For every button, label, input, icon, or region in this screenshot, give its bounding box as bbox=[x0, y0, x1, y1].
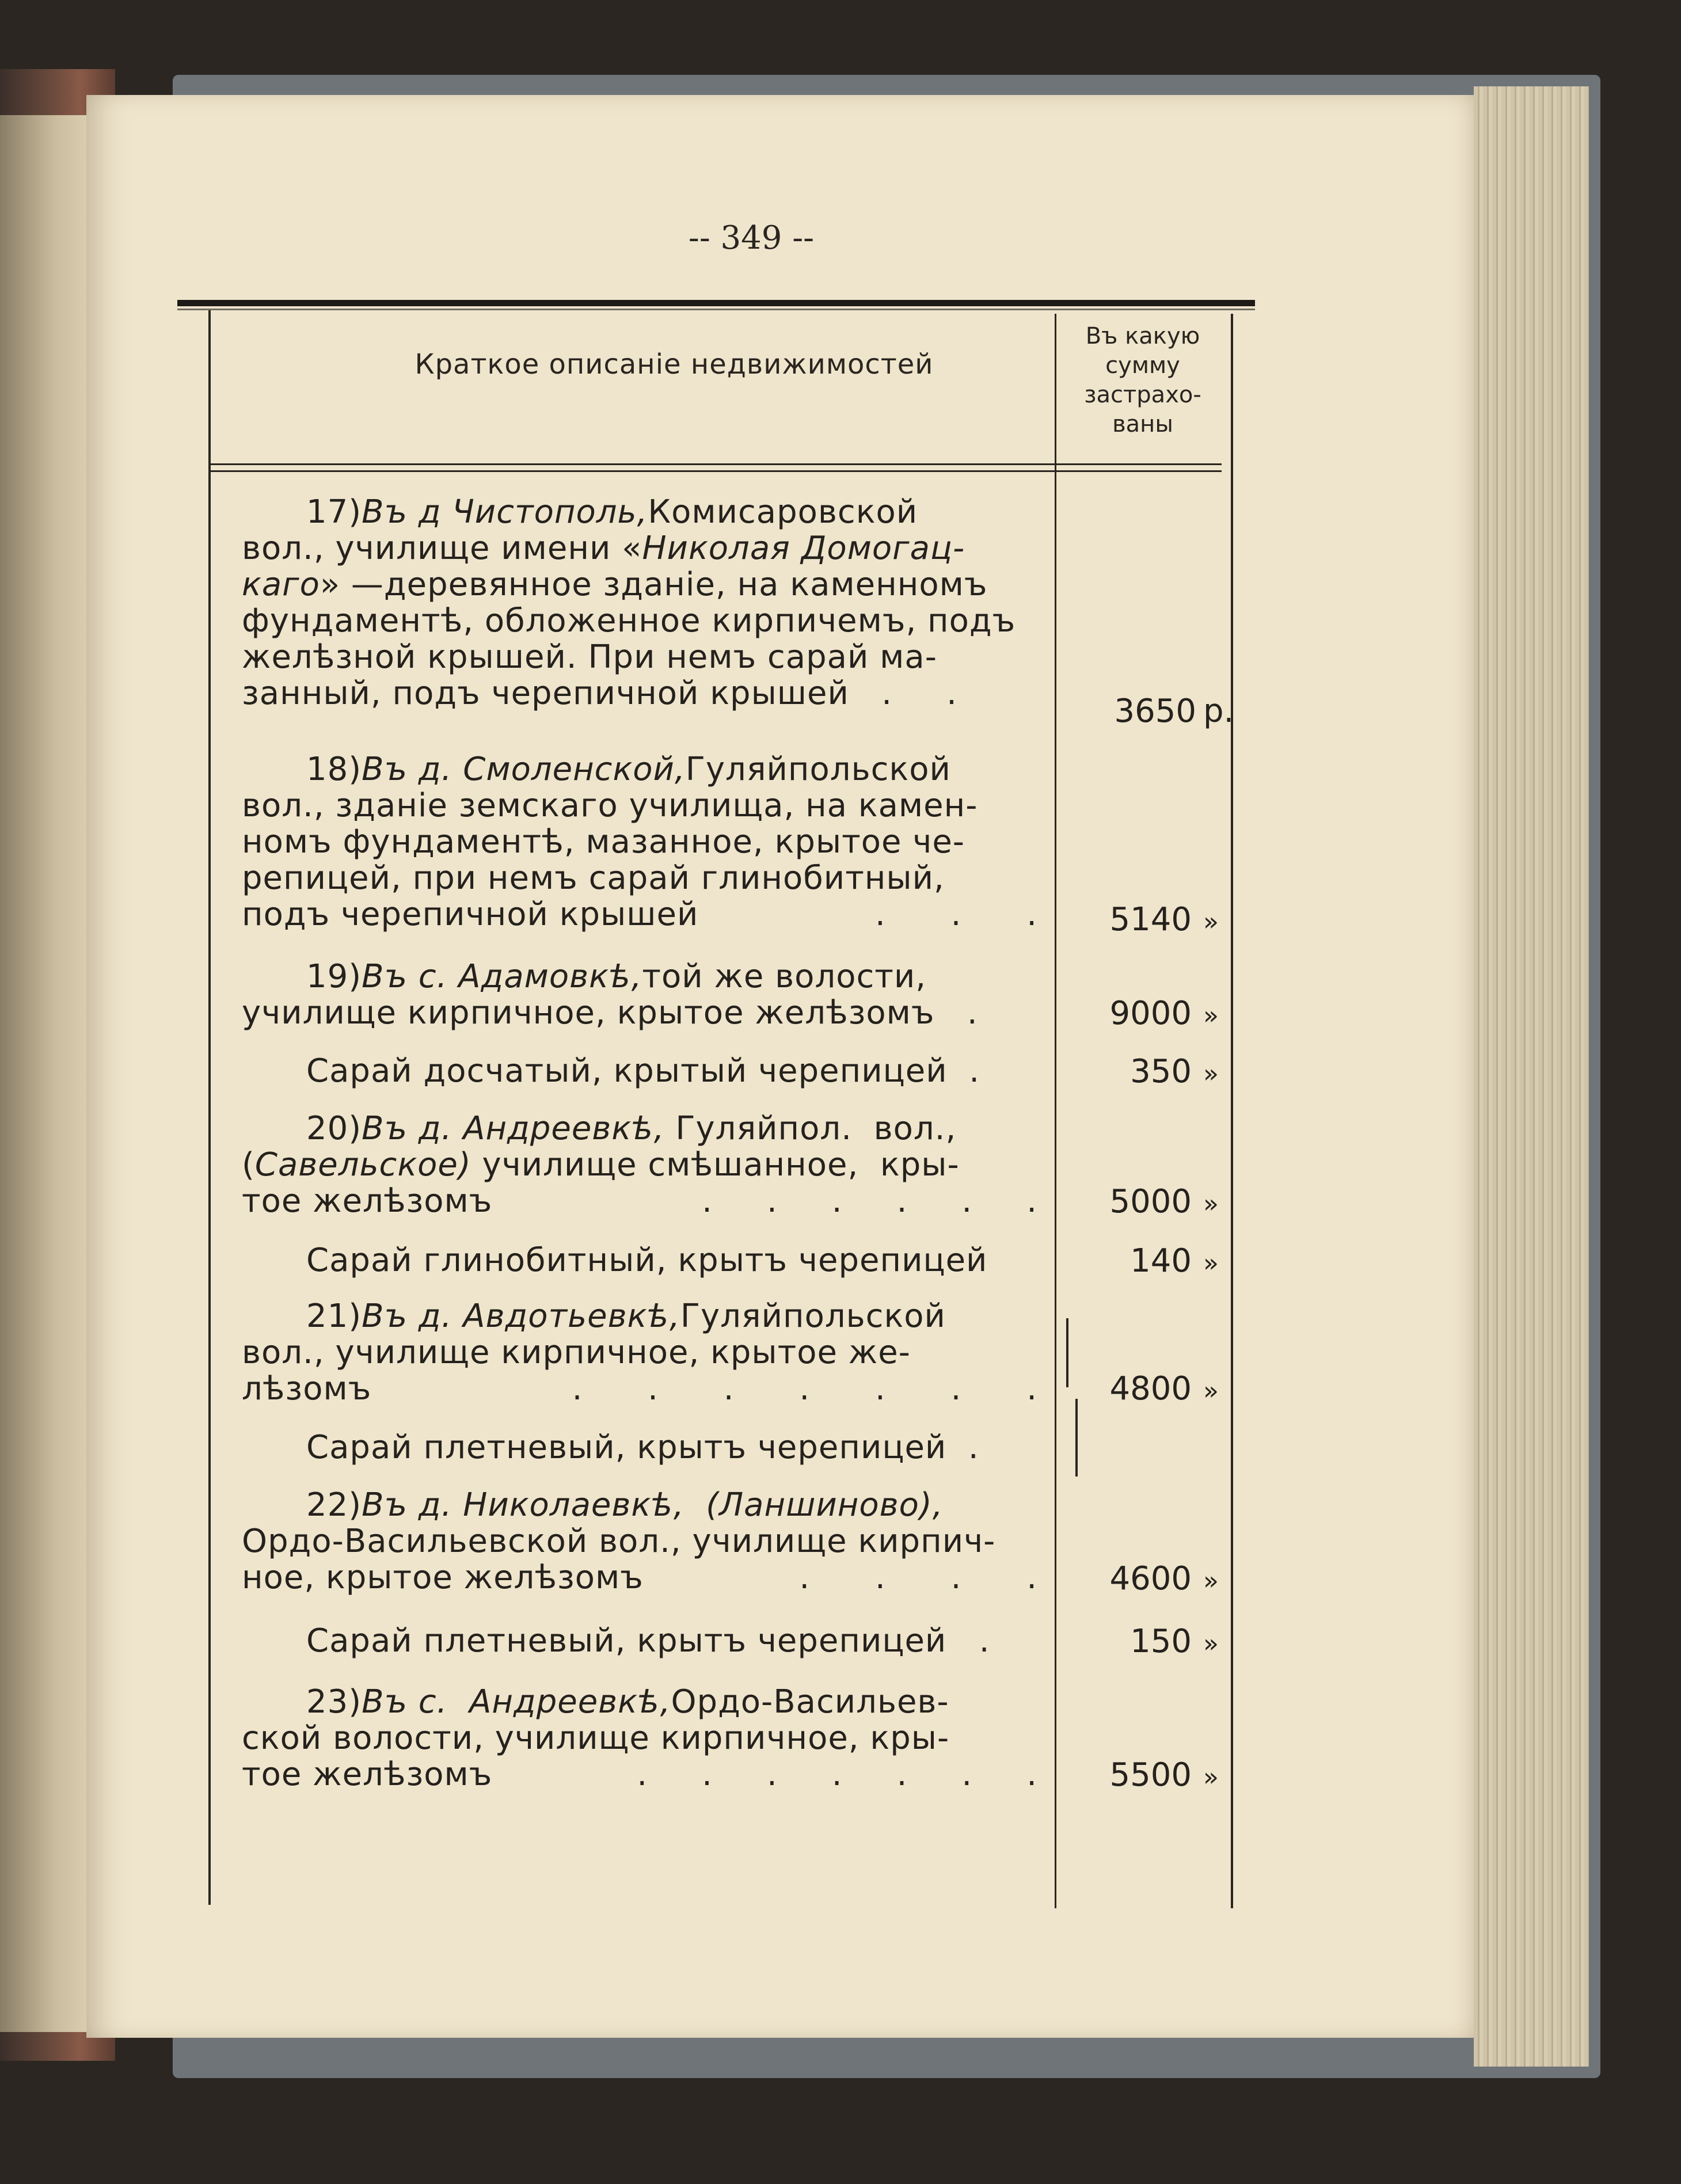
bracket-mark bbox=[1075, 1399, 1078, 1477]
entry-20: 20) Въ д. Андреевкѣ, Гуляйпол. вол., ( Савельское) училище смѣшанное, кры- тое желѣзомъ . . . . . . bbox=[242, 1110, 1037, 1220]
entry-21-shed: Сарай плетневый, крытъ черепицей . bbox=[306, 1429, 979, 1466]
top-rule bbox=[177, 300, 1255, 306]
amount-23: 5500 » bbox=[1109, 1756, 1219, 1794]
column-header-sum: Въ какую сумму застрахо- ваны bbox=[1084, 323, 1201, 437]
entry-18: 18) Въ д. Смоленской, Гуляйпольской вол., зданiе земскаго училища, на камен- номъ фундаментѣ, мазанное, крытое че- репицей, при немъ сарай глинобитный, подъ черепичной крышей . . . bbox=[242, 751, 1037, 933]
entry-23: 23) Въ с. Андреевкѣ, Ордо-Васильев- ской волости, училище кирпичное, кры- тое желѣзомъ . . . . . . . bbox=[242, 1683, 1037, 1793]
facing-page-edge bbox=[0, 115, 92, 2032]
column-header-description: Краткое описанiе недвижимостей bbox=[414, 348, 934, 381]
amount-21: 4800 » bbox=[1109, 1370, 1219, 1407]
entry-22-shed: Сарай плетневый, крытъ черепицей . bbox=[306, 1622, 990, 1660]
amount-17: 3650 р. bbox=[1114, 693, 1234, 730]
header-rule-double bbox=[208, 470, 1222, 472]
page-number: -- 349 -- bbox=[688, 219, 815, 257]
entry-21: 21) Въ д. Авдотьевкѣ, Гуляйпольской вол., училище кирпичное, крытое же- лѣзомъ . . . . . . . bbox=[242, 1298, 1037, 1407]
header-rule bbox=[208, 463, 1222, 465]
book-page bbox=[86, 95, 1474, 2038]
entry-22: 22) Въ д. Николаевкѣ, (Ланшиново), Ордо-Васильевской вол., училище кирпич- ное, крытое желѣзомъ . . . . bbox=[242, 1486, 1037, 1596]
amount-22: 4600 » bbox=[1109, 1560, 1219, 1597]
entry-19-shed: Сарай досчатый, крытый черепицей . bbox=[306, 1052, 980, 1090]
entry-17: 17) Въ д Чистополь, Комисаровской вол., училище имени « Николая Домогац- каго » —деревянное зданiе, на каменномъ фундаментѣ, обложенное кирпичемъ, подъ желѣзной крышей. При немъ сарай ма- занный, подъ черепичной крышей . . bbox=[242, 493, 1016, 712]
entry-19: 19) Въ с. Адамовкѣ, той же волости, училище кирпичное, крытое желѣзомъ . bbox=[242, 958, 978, 1032]
column-divider bbox=[1055, 314, 1056, 1908]
page-edges bbox=[1474, 86, 1589, 2067]
amount-19-shed: 350 » bbox=[1130, 1053, 1219, 1090]
amount-20: 5000 » bbox=[1109, 1183, 1219, 1220]
top-rule-thin bbox=[177, 309, 1255, 310]
table-left-border bbox=[208, 310, 211, 1905]
table-right-border bbox=[1231, 314, 1233, 1908]
amount-19: 9000 » bbox=[1109, 995, 1219, 1032]
amount-20-shed: 140 » bbox=[1130, 1242, 1219, 1280]
entry-20-shed: Сарай глинобитный, крытъ черепицей bbox=[306, 1242, 988, 1279]
amount-18: 5140 » bbox=[1109, 901, 1219, 938]
amount-22-shed: 150 » bbox=[1130, 1623, 1219, 1660]
